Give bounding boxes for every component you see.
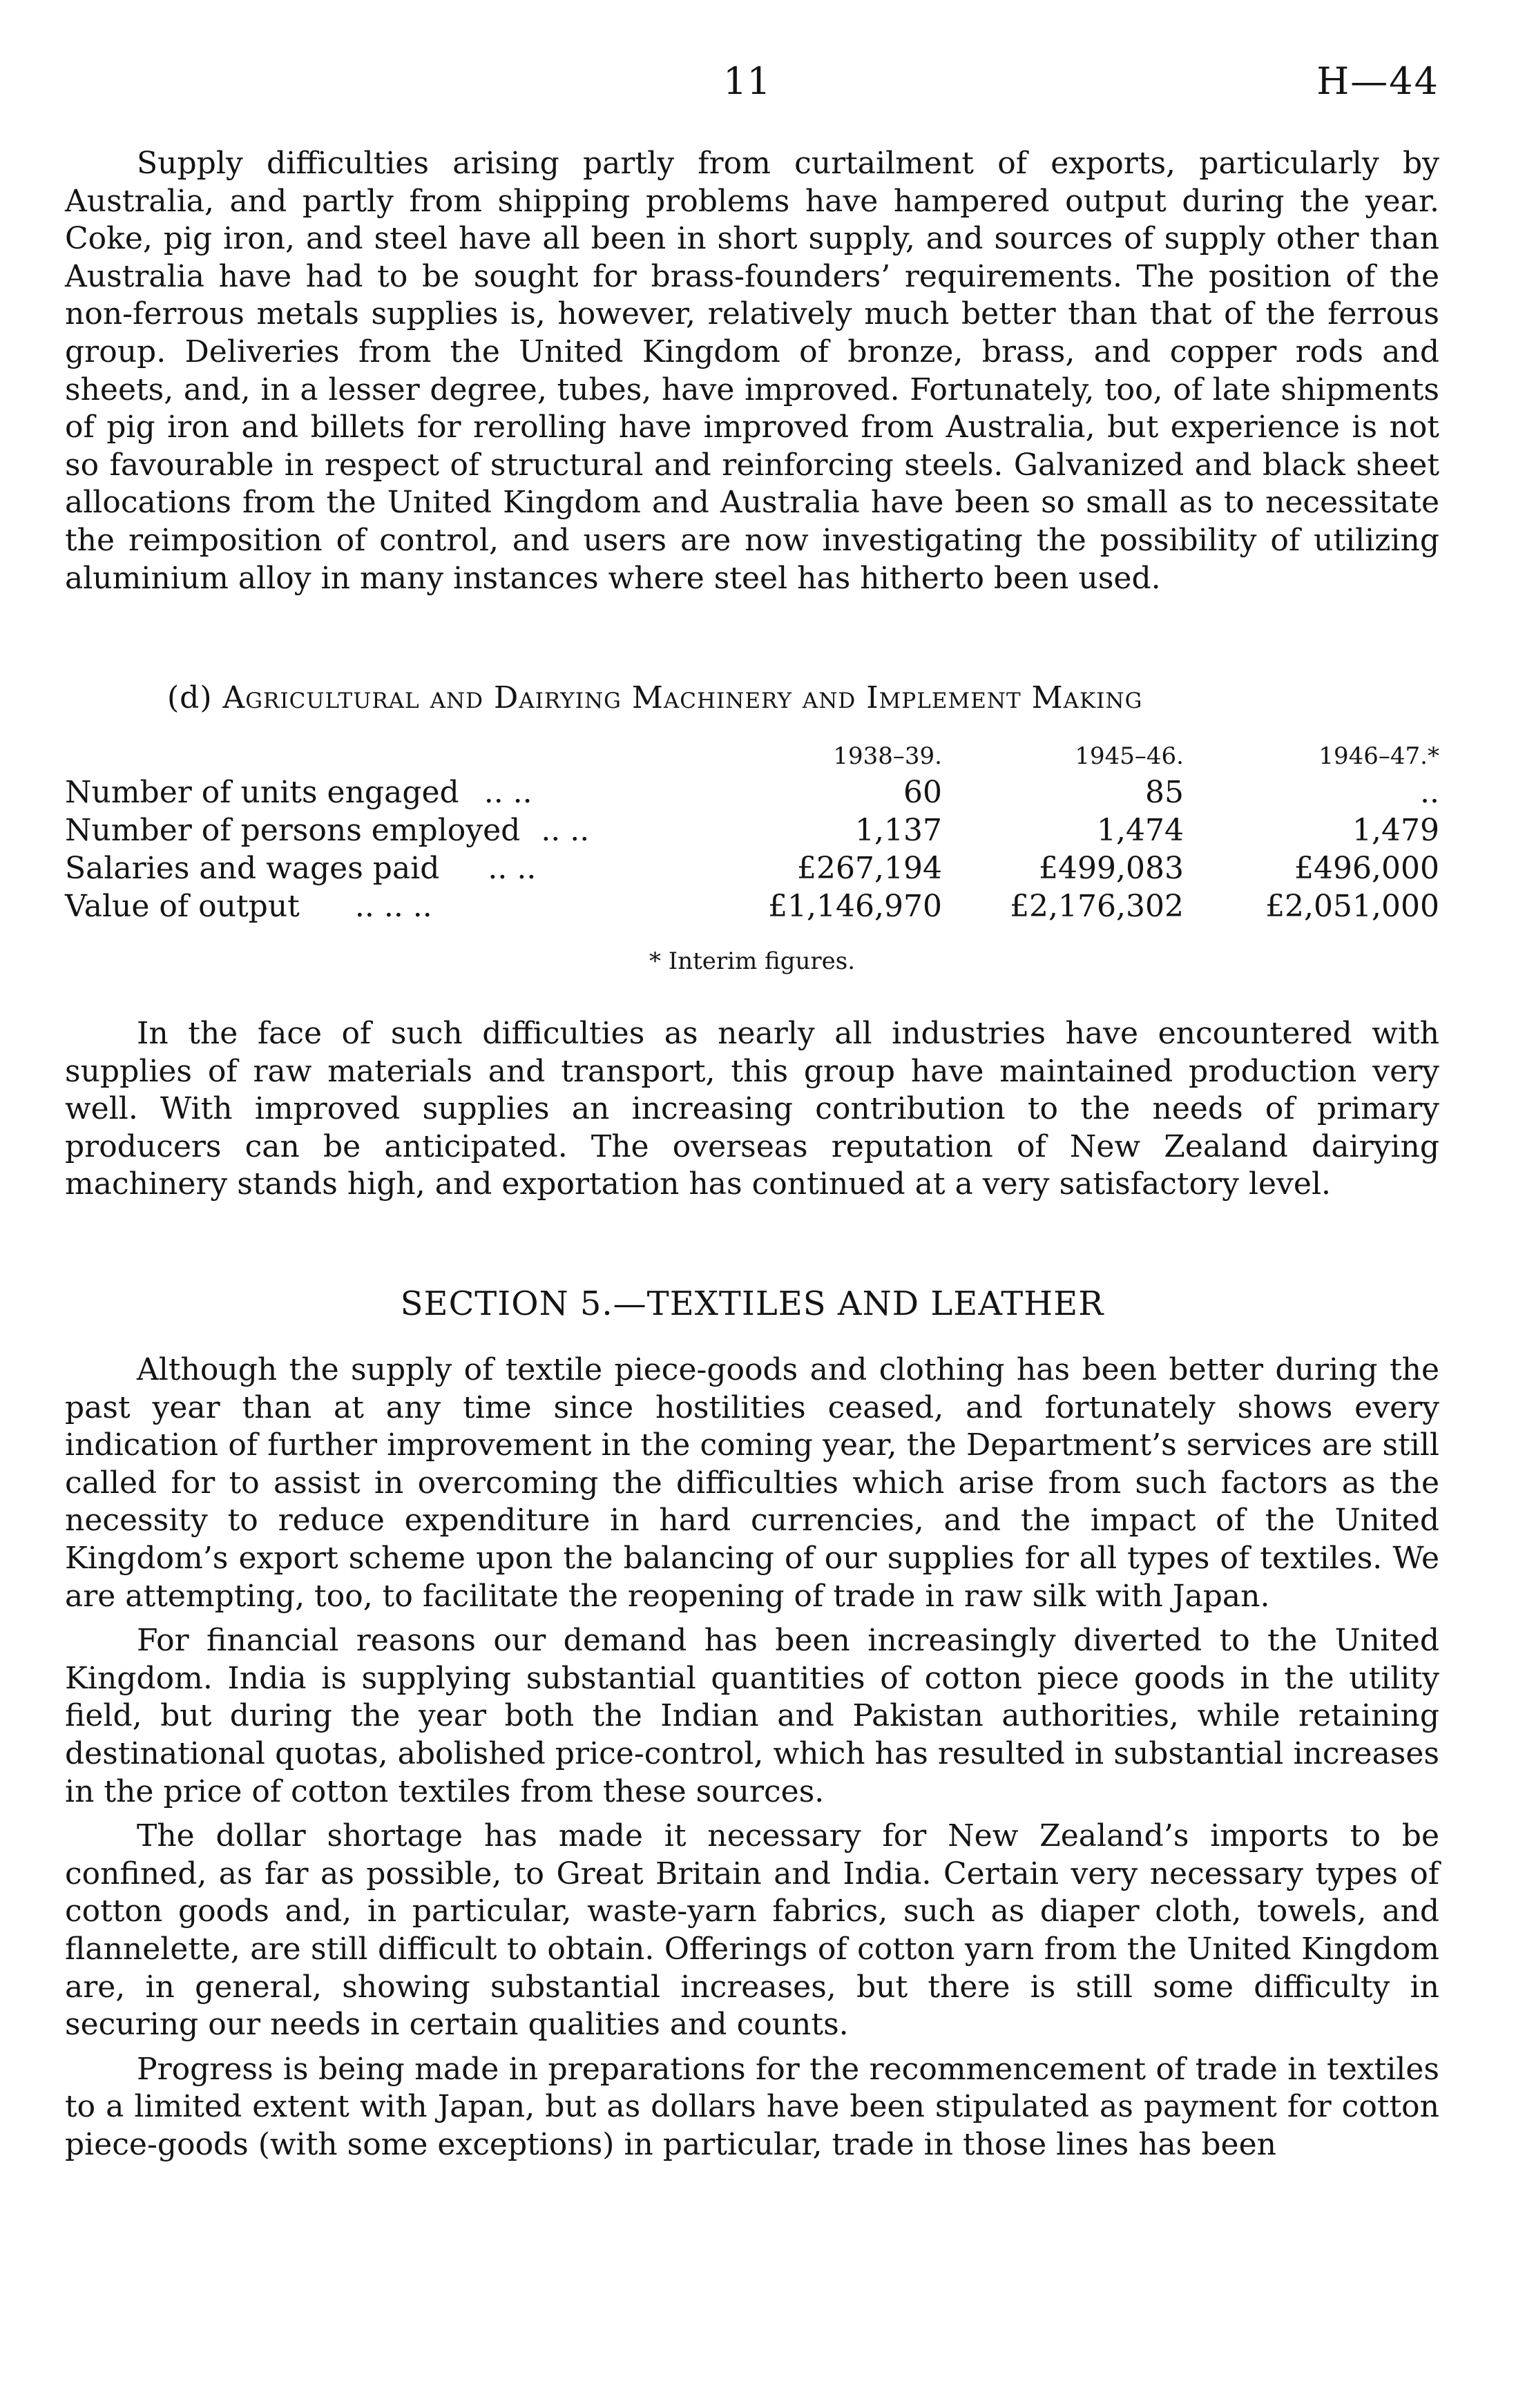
table-cell: 1,479: [1352, 813, 1439, 848]
textile-paragraph: Progress is being made in preparations for the recommencement of trade in textiles to a limited extent with Japan, but as dollars have been stipulated as payment for cotton piece-goods (with some exceptions) in particular, trade in those lines has been: [65, 2051, 1439, 2162]
table-cell: £1,146,970: [768, 889, 942, 924]
row-label: Number of units engaged: [65, 775, 459, 810]
machinery-paragraph-block: [65, 1015, 1439, 1204]
machinery-paragraph: In the face of such difficulties as nearly all industries have encountered with supplies of raw materials and transport, this group have maintained production very well. With improved supplies an increasing contribution to the needs of primary producers can be anticipated. The overseas reputation of New Zealand dairying machinery stands high, and exportation has continued at a very satisfactory level.: [65, 1016, 1439, 1202]
table-cell: 1,474: [1097, 813, 1184, 848]
table-row: [65, 773, 1439, 811]
row-leader: .. ..: [483, 775, 532, 810]
row-leader: .. ..: [541, 813, 590, 848]
subsection-title: Agricultural and Dairying Machinery and Implement Making: [222, 680, 1143, 715]
textile-paragraph: Although the supply of textile piece-goods and clothing has been better during the past year than at any time since hostilities ceased, and fortunately shows every indication of further improvement in the coming year, the Department’s services are still called for to assist in overcoming the difficulties which arise from such factors as the necessity to reduce expenditure in hard currencies, and the impact of the United Kingdom’s export scheme upon the balancing of our supplies for all types of textiles. We are attempting, too, to facilitate the reopening of trade in raw silk with Japan.: [65, 1352, 1439, 1614]
textile-paragraphs-block: [65, 1351, 1439, 2164]
section-heading: SECTION 5.—TEXTILES AND LEATHER: [400, 1284, 1104, 1323]
table-row: [65, 849, 1439, 887]
industry-statistics-table: [65, 739, 1439, 925]
column-header: 1946–47.*: [1318, 742, 1439, 770]
table-row: [65, 887, 1439, 925]
column-header: 1945–46.: [1075, 742, 1184, 770]
table-cell: £499,083: [1039, 851, 1184, 886]
intro-paragraph-block: [65, 145, 1439, 597]
subsection-marker: (d): [167, 680, 213, 715]
textile-paragraph: For financial reasons our demand has been increasingly diverted to the United Kingdom. India is supplying substantial quantities of cotton piece goods in the utility field, but during the year both the Indian and Pakistan authorities, while retaining destinational quotas, abolished price-control, which has resulted in substantial increases in the price of cotton textiles from these sources.: [65, 1623, 1439, 1809]
table-cell: ..: [1420, 775, 1439, 810]
page-number: 11: [723, 59, 771, 103]
intro-paragraph: Supply difficulties arising partly from curtailment of exports, particularly by Australia, and partly from shipping problems have hampered output during the year. Coke, pig iron, and steel have all been in short supply, and sources of supply other than Australia have had to be sought for brass-founders’ requirements. The position of the non-ferrous metals supplies is, however, relatively much better than that of the ferrous group. Deliveries from the United Kingdom of bronze, brass, and copper rods and sheets, and, in a lesser degree, tubes, have improved. Fortunately, too, of late shipments of pig iron and billets for rerolling have improved from Australia, but experience is not so favourable in respect of structural and reinforcing steels. Galvanized and black sheet allocations from the United Kingdom and Australia have been so small as to necessitate the reimposition of control, and users are now investigating the possibility of utilizing aluminium alloy in many instances where steel has hitherto been used.: [65, 146, 1439, 596]
table-footnote: * Interim figures.: [649, 947, 856, 975]
table-cell: 1,137: [855, 813, 942, 848]
table-row: [65, 811, 1439, 849]
column-header: 1938–39.: [833, 742, 942, 770]
table-cell: £2,176,302: [1010, 889, 1184, 924]
table-cell: £2,051,000: [1265, 889, 1439, 924]
row-leader: .. ..: [488, 851, 537, 886]
table-header-row: [65, 739, 1439, 773]
table-cell: £267,194: [797, 851, 942, 886]
row-label: Value of output: [65, 889, 300, 924]
subsection-heading: [167, 680, 1142, 715]
table-cell: 85: [1145, 775, 1184, 810]
table-cell: 60: [903, 775, 942, 810]
paper-reference: H—44: [1316, 59, 1439, 103]
textile-paragraph: The dollar shortage has made it necessary for New Zealand’s imports to be confined, as far as possible, to Great Britain and India. Certain very necessary types of cotton goods and, in particular, waste-yarn fabrics, such as diaper cloth, towels, and flannelette, are still difficult to obtain. Offerings of cotton yarn from the United Kingdom are, in general, showing substantial increases, but there is still some difficulty in securing our needs in certain qualities and counts.: [65, 1818, 1439, 2043]
row-label: Salaries and wages paid: [65, 851, 440, 886]
table-cell: £496,000: [1294, 851, 1439, 886]
row-label: Number of persons employed: [65, 813, 521, 848]
page-header: [65, 55, 1439, 110]
row-leader: .. .. ..: [354, 889, 432, 924]
